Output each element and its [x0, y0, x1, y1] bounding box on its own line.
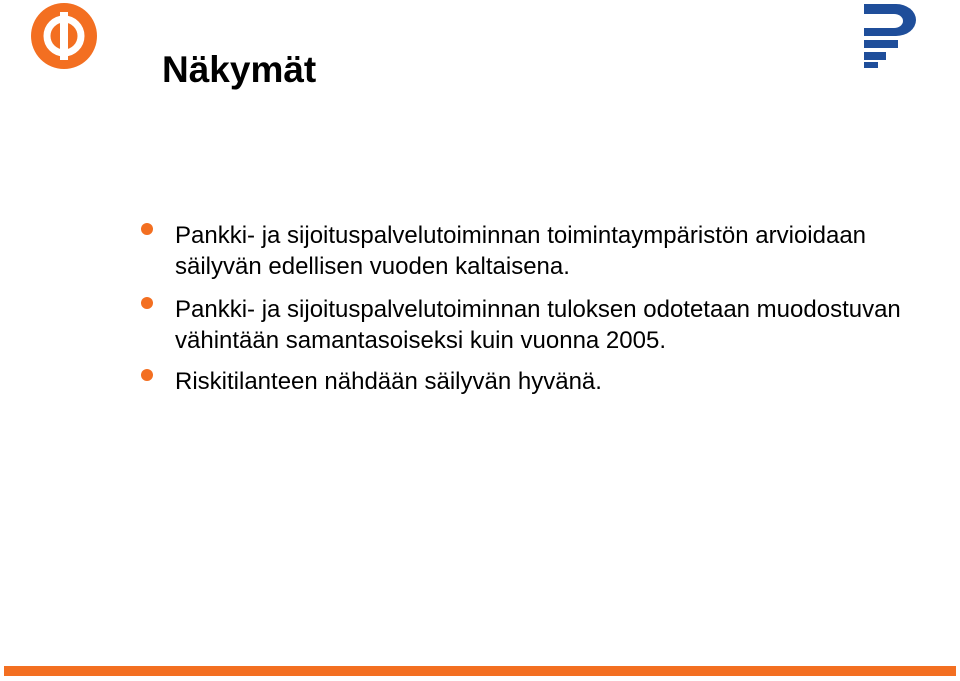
op-logo-icon — [30, 2, 98, 70]
pohjola-logo-icon — [860, 0, 928, 70]
bullet-text: Pankki- ja sijoituspalvelutoiminnan toimintaympäristön arvioidaan säilyvän edellisen vuoden kaltaisena. — [175, 222, 867, 280]
bullet-list — [138, 220, 928, 409]
bullet-text: Riskitilanteen nähdään säilyvän hyvänä. — [175, 368, 602, 395]
slide-title: Näkymät — [162, 49, 317, 90]
bullet-item — [138, 294, 928, 356]
bullet-text: Pankki- ja sijoituspalvelutoiminnan tuloksen odotetaan muodostuvan vähintään samantasoiseksi kuin vuonna 2005. — [175, 296, 901, 354]
bullet-dot-icon — [141, 223, 153, 235]
bullet-item — [138, 220, 928, 282]
bullet-dot-icon — [141, 297, 153, 309]
bullet-item — [138, 366, 928, 397]
bottom-accent-bar — [4, 666, 956, 676]
bullet-dot-icon — [141, 369, 153, 381]
